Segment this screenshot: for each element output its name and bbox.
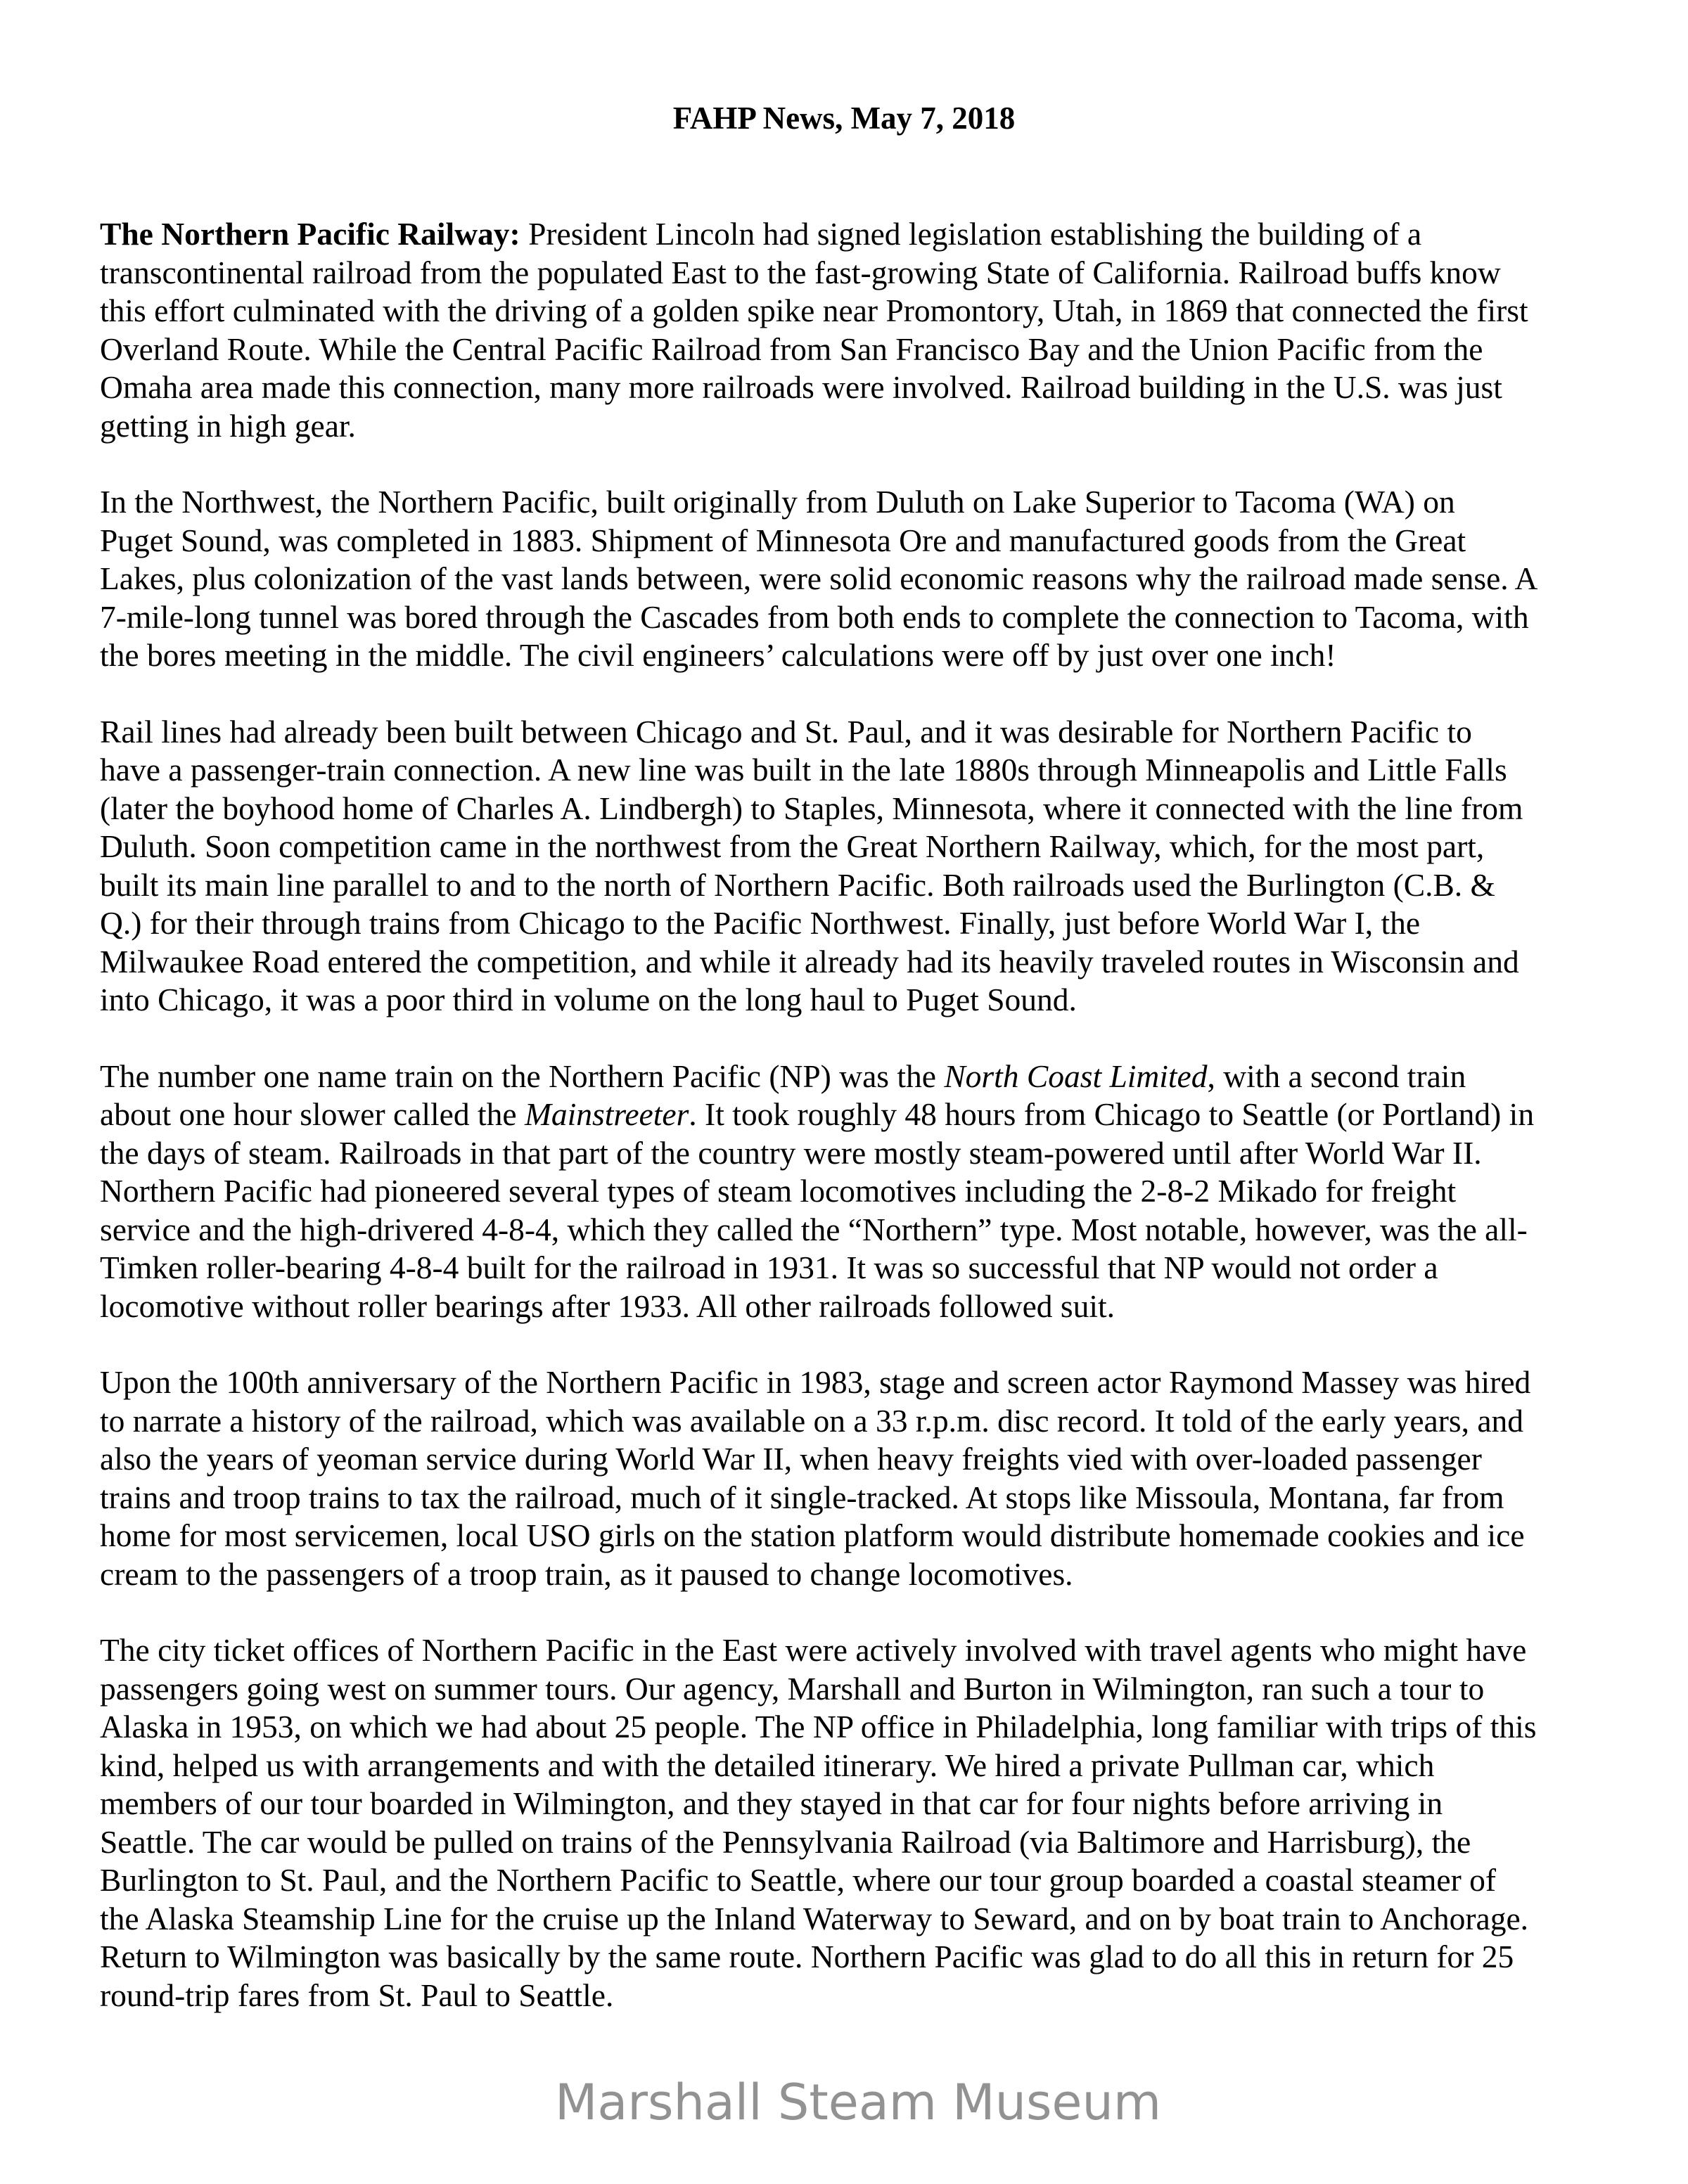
- text-line: Lakes, plus colonization of the vast lands between, were solid economic reasons why the railroad made sense. A: [100, 560, 1538, 596]
- text-line: service and the high-drivered 4-8-4, which they called the “Northern” type. Most notable, however, was the all-: [100, 1211, 1528, 1247]
- text-line: Timken roller-bearing 4-8-4 built for the railroad in 1931. It was so successful that NP would not order a: [100, 1250, 1438, 1285]
- text-line: Northern Pacific had pioneered several types of steam locomotives including the 2-8-2 Mikado for freight: [100, 1173, 1457, 1209]
- train-name: North Coast Limited: [944, 1058, 1208, 1094]
- text-segment: . It took roughly 48 hours from Chicago to Seattle (or Portland) in: [689, 1096, 1535, 1132]
- text-line: passengers going west on summer tours. Our agency, Marshall and Burton in Wilmington, ran such a tour to: [100, 1670, 1485, 1707]
- text-line: built its main line parallel to and to the north of Northern Pacific. Both railroads used the Burlington (C.B. &: [100, 866, 1495, 903]
- text-line: round-trip fares from St. Paul to Seattle.: [100, 1977, 614, 2013]
- text-line: the days of steam. Railroads in that part of the country were mostly steam-powered until after World War II.: [100, 1134, 1482, 1171]
- text-line: Alaska in 1953, on which we had about 25 people. The NP office in Philadelphia, long familiar with trips of this: [100, 1709, 1537, 1745]
- text-line: this effort culminated with the driving of a golden spike near Promontory, Utah, in 1869 that connected the first: [100, 293, 1528, 328]
- text-line: Return to Wilmington was basically by the same route. Northern Pacific was glad to do all this in return for 25: [100, 1939, 1514, 1974]
- text-segment: President Lincoln had signed legislation establishing the building of a: [520, 216, 1422, 252]
- text-line: also the years of yeoman service during World War II, when heavy freights vied with over-loaded passenger: [100, 1441, 1482, 1477]
- text-line: to narrate a history of the railroad, which was available on a 33 r.p.m. disc record. It told of the early years, and: [100, 1402, 1524, 1439]
- text-line: (later the boyhood home of Charles A. Lindbergh) to Staples, Minnesota, where it connected with the line from: [100, 790, 1523, 826]
- text-line: Duluth. Soon competition came in the northwest from the Great Northern Railway, which, for the most part,: [100, 828, 1485, 864]
- text-line: getting in high gear.: [100, 407, 356, 444]
- document-title: FAHP News, May 7, 2018: [672, 101, 1016, 136]
- paragraph: [100, 1631, 1619, 2015]
- text-segment: about one hour slower called the: [100, 1096, 525, 1132]
- article-body: [100, 215, 1619, 2053]
- text-line: kind, helped us with arrangements and with the detailed itinerary. We hired a private Pullman car, which: [100, 1747, 1435, 1783]
- text-line: Upon the 100th anniversary of the Northern Pacific in 1983, stage and screen actor Raymond Massey was hired: [100, 1364, 1531, 1400]
- text-line: home for most servicemen, local USO girls on the station platform would distribute homemade cookies and ice: [100, 1517, 1525, 1553]
- text-line: [100, 1096, 1619, 1134]
- text-line: cream to the passengers of a troop train, as it paused to change locomotives.: [100, 1555, 1073, 1592]
- paragraph: [100, 713, 1619, 1020]
- text-line: members of our tour boarded in Wilmington, and they stayed in that car for four nights before arriving in: [100, 1785, 1443, 1821]
- section-heading: The Northern Pacific Railway:: [100, 216, 520, 252]
- text-segment: The number one name train on the Northern Pacific (NP) was the: [100, 1058, 945, 1094]
- text-line: the Alaska Steamship Line for the cruise up the Inland Waterway to Seward, and on by boat train to Anchorage.: [100, 1900, 1529, 1936]
- text-line: into Chicago, it was a poor third in volume on the long haul to Puget Sound.: [100, 982, 1077, 1017]
- text-line: Rail lines had already been built between Chicago and St. Paul, and it was desirable for Northern Pacific to: [100, 713, 1472, 750]
- text-line: [100, 215, 1619, 254]
- text-line: the bores meeting in the middle. The civil engineers’ calculations were off by just over one inch!: [100, 637, 1336, 673]
- text-line: Burlington to St. Paul, and the Northern Pacific to Seattle, where our tour group boarded a coastal steamer of: [100, 1862, 1497, 1898]
- text-line: Overland Route. While the Central Pacific Railroad from San Francisco Bay and the Union Pacific from the: [100, 330, 1483, 367]
- text-line: Seattle. The car would be pulled on trains of the Pennsylvania Railroad (via Baltimore and Harrisburg), the: [100, 1823, 1471, 1860]
- text-line: In the Northwest, the Northern Pacific, built originally from Duluth on Lake Superior to Tacoma (WA) on: [100, 484, 1455, 520]
- paragraph: [100, 1363, 1619, 1593]
- paragraph: [100, 215, 1619, 445]
- text-line: 7-mile-long tunnel was bored through the Cascades from both ends to complete the connection to Tacoma, with: [100, 598, 1529, 635]
- text-line: [100, 1058, 1619, 1096]
- train-name: Mainstreeter: [524, 1096, 689, 1132]
- text-line: trains and troop trains to tax the railroad, much of it single-tracked. At stops like Missoula, Montana, far from: [100, 1479, 1504, 1515]
- text-line: The city ticket offices of Northern Pacific in the East were actively involved with travel agents who might have: [100, 1632, 1527, 1668]
- paragraph: [100, 483, 1619, 675]
- text-line: have a passenger-train connection. A new line was built in the late 1880s through Minneapolis and Little Falls: [100, 752, 1507, 788]
- text-segment: , with a second train: [1207, 1058, 1466, 1094]
- paragraph: [100, 1058, 1619, 1326]
- watermark: Marshall Steam Museum: [554, 2074, 1162, 2131]
- text-line: Omaha area made this connection, many more railroads were involved. Railroad building in the U.S. was just: [100, 369, 1502, 405]
- text-line: Q.) for their through trains from Chicago to the Pacific Northwest. Finally, just before World War I, the: [100, 905, 1421, 941]
- text-line: locomotive without roller bearings after 1933. All other railroads followed suit.: [100, 1287, 1115, 1324]
- text-line: transcontinental railroad from the populated East to the fast-growing State of California. Railroad buffs know: [100, 254, 1501, 290]
- text-line: Milwaukee Road entered the competition, and while it already had its heavily traveled routes in Wisconsin and: [100, 943, 1519, 979]
- text-line: Puget Sound, was completed in 1883. Shipment of Minnesota Ore and manufactured goods from the Great: [100, 522, 1466, 558]
